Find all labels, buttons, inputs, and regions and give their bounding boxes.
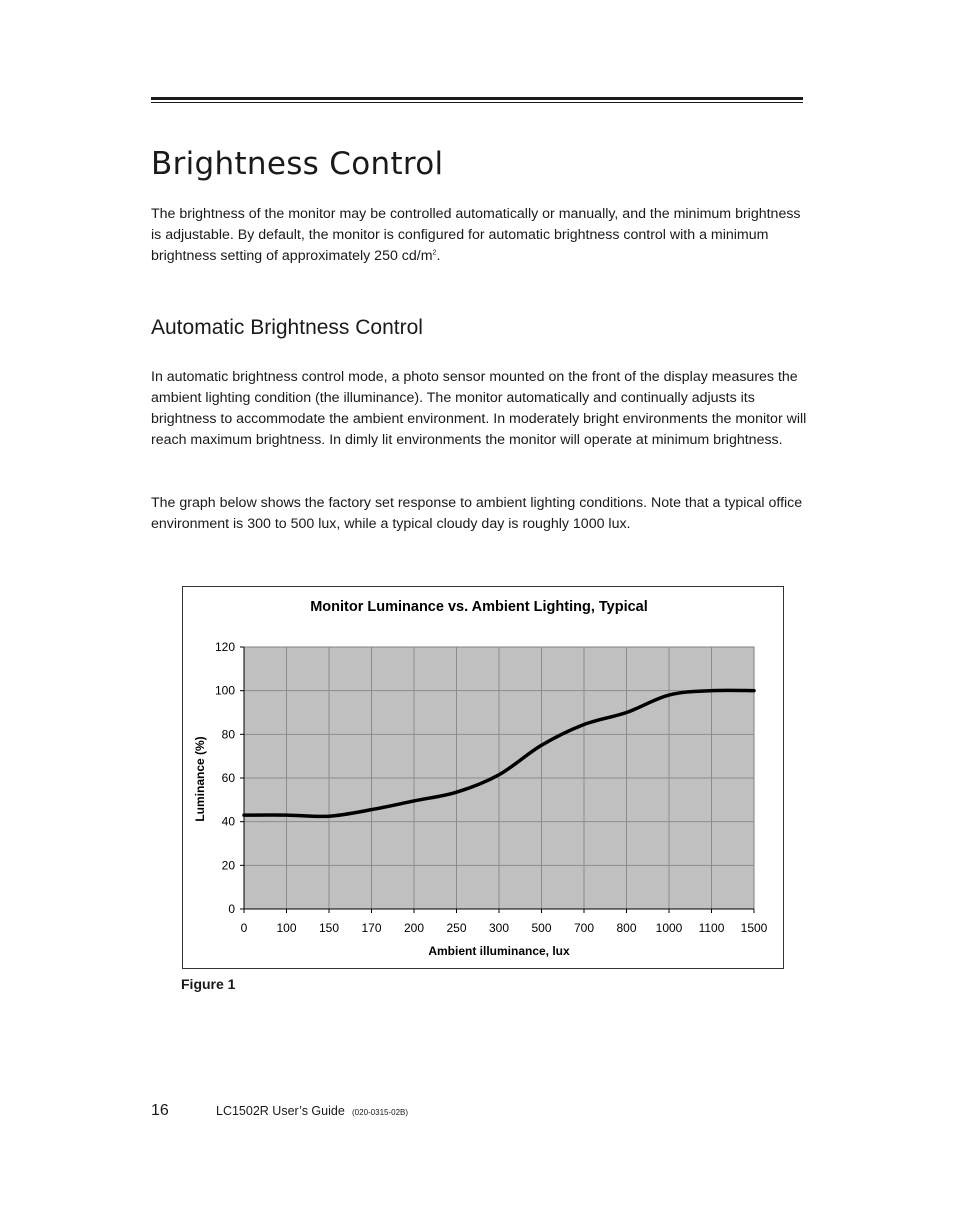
x-tick-label: 300: [488, 921, 510, 935]
page-title: Brightness Control: [151, 146, 444, 182]
intro-paragraph: [151, 204, 811, 267]
y-tick-label: 60: [221, 771, 235, 785]
y-tick-label: 80: [221, 727, 235, 742]
x-tick-label: 800: [616, 921, 637, 935]
x-tick-label: 1100: [698, 921, 725, 935]
y-tick-label: 0: [228, 902, 235, 916]
x-tick-label: 700: [573, 921, 595, 935]
automatic-paragraph-2: The graph below shows the factory set response to ambient lighting conditions. Note that a typical office environment is 300 to 500 lux, while a typical cloudy day is roughly 1000 lux.: [151, 495, 803, 532]
chart-title: Monitor Luminance vs. Ambient Lighting, Typical: [310, 599, 648, 615]
y-tick-label: 40: [221, 814, 235, 829]
x-tick-label: 100: [276, 921, 297, 935]
figure-caption: Figure 1: [181, 976, 236, 992]
header-rule-thick: [151, 97, 803, 100]
x-tick-label: 1000: [655, 921, 683, 935]
x-tick-label: 0: [240, 921, 248, 935]
x-tick-label: 250: [446, 921, 467, 935]
automatic-paragraph-1: In automatic brightness control mode, a photo sensor mounted on the front of the display measures the ambient lighting condition (the illuminance). The monitor automatically and continually adjusts its brightness to accommodate the ambient environment. In moderately bright environments the monitor will reach maximum brightness. In dimly lit environments the monitor will operate at minimum brightness.: [151, 369, 807, 448]
y-tick-label: 20: [221, 858, 235, 873]
page-number: 16: [151, 1102, 169, 1119]
header-rule-thin: [151, 102, 803, 103]
y-axis-label: Luminance (%): [193, 736, 207, 822]
luminance-chart: [182, 586, 784, 969]
x-tick-label: 170: [361, 921, 382, 935]
y-tick-label: 120: [214, 640, 235, 654]
plot-area: [215, 640, 768, 935]
footer-document-code: (020-0315-02B): [352, 1108, 409, 1117]
x-tick-label: 150: [318, 921, 340, 935]
y-tick-label: 100: [214, 683, 235, 698]
intro-text-end: .: [436, 248, 441, 264]
x-tick-label: 1500: [740, 921, 768, 935]
x-tick-label: 500: [531, 921, 552, 935]
intro-text: The brightness of the monitor may be controlled automatically or manually, and the minimum brightness is adjustable. By default, the monitor is configured for automatic brightness control with a minimum brightness setting of approximately 250 cd/m: [151, 206, 801, 264]
luminance-chart-svg: [183, 587, 783, 968]
section-heading: Automatic Brightness Control: [151, 316, 423, 339]
x-tick-label: 200: [403, 921, 425, 935]
intro-superscript: 2: [432, 249, 437, 257]
footer-guide-title: LC1502R User’s Guide: [216, 1104, 345, 1118]
x-axis-label: Ambient illuminance, lux: [428, 944, 570, 958]
